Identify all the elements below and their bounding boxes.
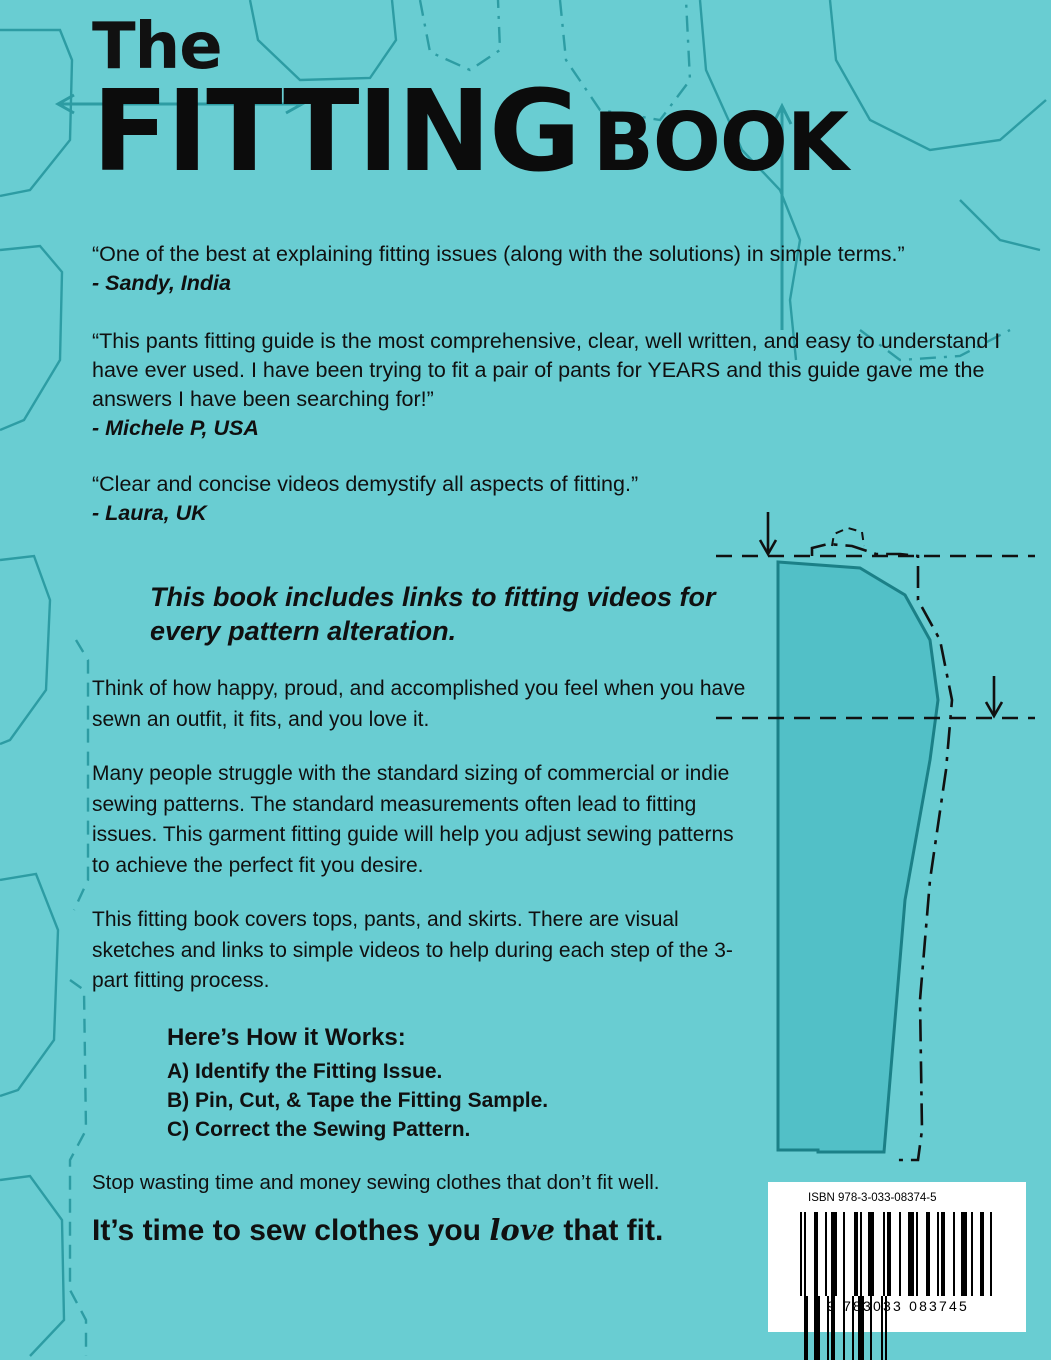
review-quotes xyxy=(92,240,1022,549)
how-it-works-step-b: B) Pin, Cut, & Tape the Fitting Sample. xyxy=(167,1088,549,1112)
video-links-headline: This book includes links to fitting videos for every pattern alteration. xyxy=(150,582,716,646)
how-it-works-step-a: A) Identify the Fitting Issue. xyxy=(167,1059,443,1083)
cover-body-copy xyxy=(92,580,752,1250)
final-tagline xyxy=(92,1211,752,1250)
cover-title-block xyxy=(92,10,992,197)
quote-attribution: - Michele P, USA xyxy=(92,416,259,440)
how-it-works-block xyxy=(167,1021,752,1144)
quote-item xyxy=(92,240,1022,297)
quote-attribution: - Sandy, India xyxy=(92,271,231,295)
quote-text: “This pants fitting guide is the most comprehensive, clear, well written, and easy to understand I have ever used. I have been trying to fit a pair of pants for YEARS and this guide gave me the answers I have been searching for!” xyxy=(92,329,1001,411)
how-it-works-step-c: C) Correct the Sewing Pattern. xyxy=(167,1117,471,1141)
how-it-works-title: Here’s How it Works: xyxy=(167,1023,406,1051)
quote-attribution: - Laura, UK xyxy=(92,501,207,525)
final-tagline-post: that fit. xyxy=(554,1213,664,1247)
title-fitting: FITTING xyxy=(92,67,579,197)
barcode-bars xyxy=(800,1212,996,1296)
final-tagline-pre: It’s time to sew clothes you xyxy=(92,1213,490,1247)
body-paragraph-2: Many people struggle with the standard sizing of commercial or indie sewing patterns. The standard measurements often lead to fitting issues. This garment fitting guide will help you adjust sewing patterns to achieve the perfect fit you desire. xyxy=(92,762,734,877)
body-paragraph-3: This fitting book covers tops, pants, and skirts. There are visual sketches and links to simple videos to help during each step of the 3-part fitting process. xyxy=(92,908,733,992)
barcode-block xyxy=(768,1182,1026,1332)
title-main xyxy=(92,67,992,197)
barcode-digits: 9 783033 083745 xyxy=(827,1298,969,1314)
title-the: The xyxy=(92,10,222,84)
closing-paragraph: Stop wasting time and money sewing clothes that don’t fit well. xyxy=(92,1170,660,1194)
body-paragraph-1: Think of how happy, proud, and accomplished you feel when you have sewn an outfit, it fits, and you love it. xyxy=(92,677,746,731)
title-book: BOOK xyxy=(592,96,848,189)
quote-text: “One of the best at explaining fitting issues (along with the solutions) in simple terms.” xyxy=(92,242,905,266)
isbn-label: ISBN 978-3-033-08374-5 xyxy=(808,1192,937,1204)
quote-text: “Clear and concise videos demystify all aspects of fitting.” xyxy=(92,472,639,496)
quote-item xyxy=(92,470,1022,527)
quote-item xyxy=(92,327,1022,442)
final-tagline-love: love xyxy=(489,1212,555,1247)
